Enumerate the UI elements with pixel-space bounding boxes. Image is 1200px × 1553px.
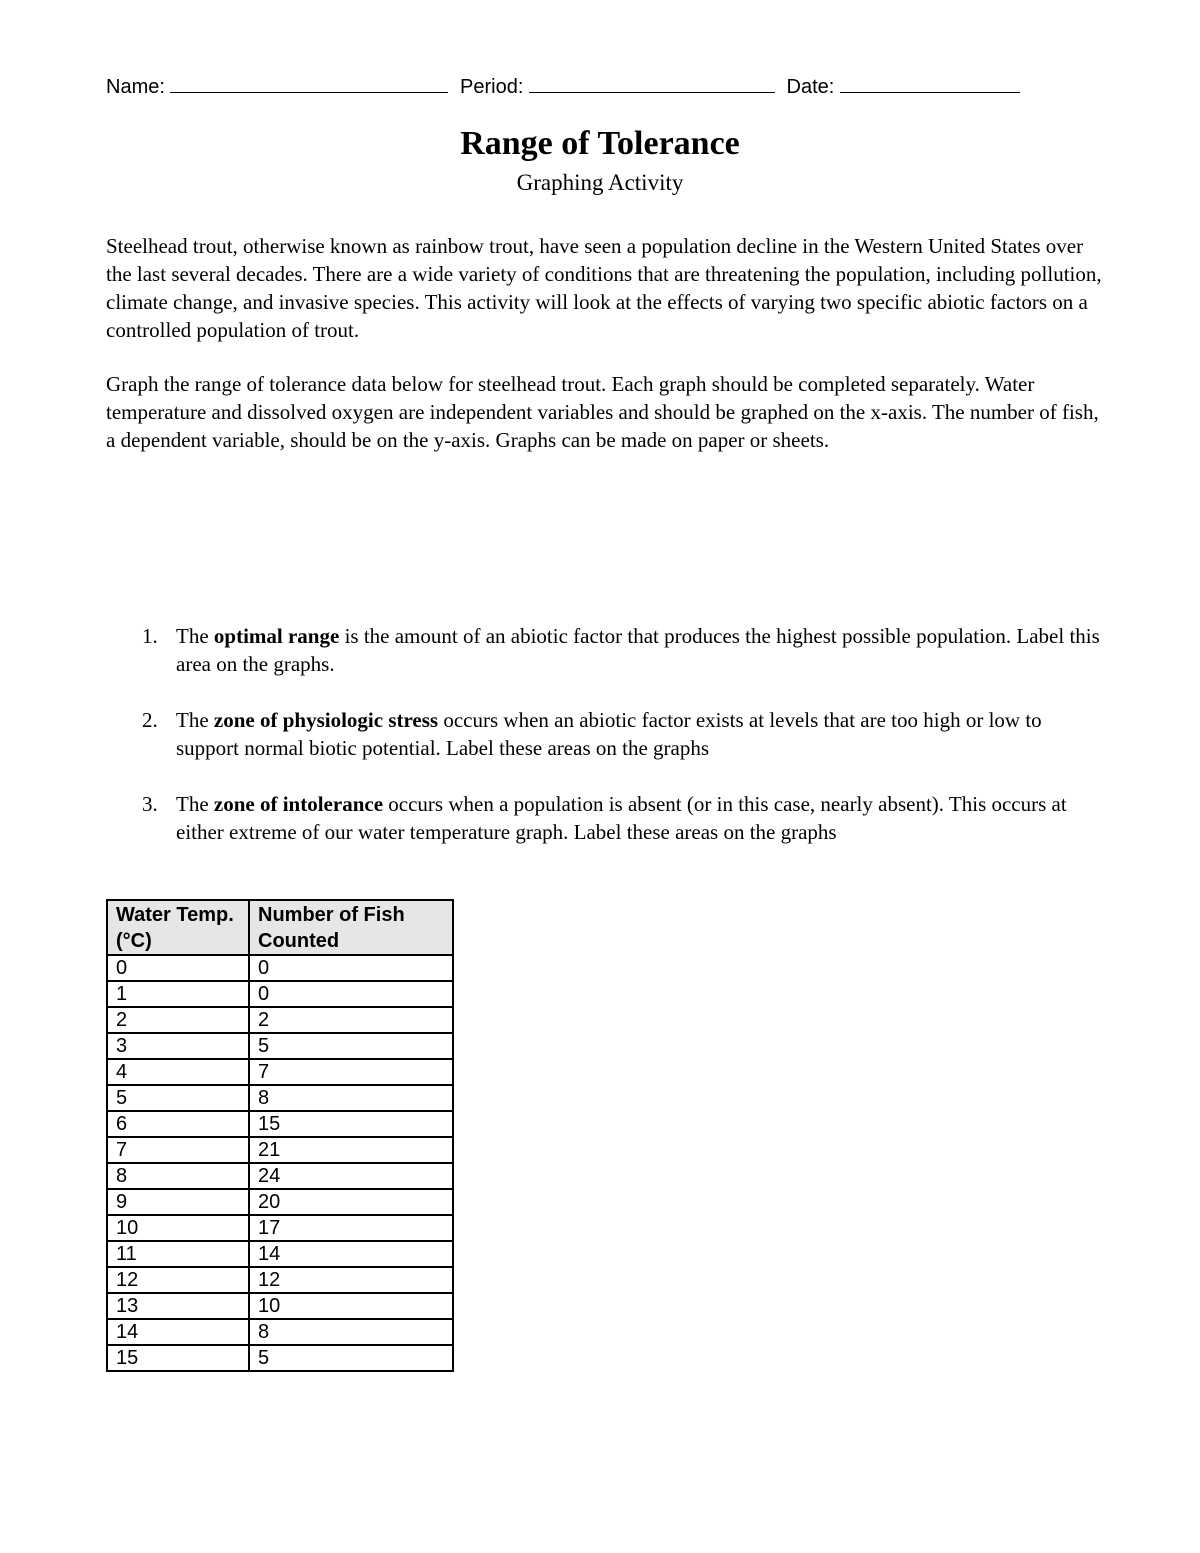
cell-fish-count: 15	[249, 1111, 453, 1137]
cell-fish-count: 8	[249, 1319, 453, 1345]
cell-water-temp: 3	[107, 1033, 249, 1059]
period-label: Period:	[460, 76, 524, 98]
date-label: Date:	[786, 76, 835, 98]
table-row	[107, 981, 453, 1007]
list-item	[106, 622, 1106, 678]
cell-fish-count: 24	[249, 1163, 453, 1189]
question-text: occurs when a population is absent (or in this case, nearly absent). This occurs at either extreme of our water temperature graph. Label these areas on the graphs	[176, 792, 1067, 844]
cell-water-temp: 12	[107, 1267, 249, 1293]
cell-water-temp: 5	[107, 1085, 249, 1111]
cell-fish-count: 20	[249, 1189, 453, 1215]
table-row	[107, 1033, 453, 1059]
cell-water-temp: 13	[107, 1293, 249, 1319]
table-row	[107, 1293, 453, 1319]
date-field[interactable]	[840, 72, 1020, 93]
table-row	[107, 1189, 453, 1215]
cell-fish-count: 21	[249, 1137, 453, 1163]
question-term: zone of physiologic stress	[213, 708, 439, 732]
question-term: optimal range	[213, 624, 340, 648]
question-text: The	[176, 708, 214, 732]
cell-water-temp: 7	[107, 1137, 249, 1163]
table-row	[107, 1345, 453, 1371]
cell-fish-count: 10	[249, 1293, 453, 1319]
page-title: Range of Tolerance	[460, 125, 740, 162]
list-item	[106, 790, 1106, 846]
question-text: The	[176, 624, 214, 648]
water-temp-data-table	[106, 899, 454, 1372]
question-number: 2.	[142, 708, 158, 732]
question-text: occurs when an abiotic factor exists at levels that are too high or low to support normal biotic potential. Label these areas on the graphs	[176, 708, 1042, 760]
table-row	[107, 1241, 453, 1267]
cell-fish-count: 12	[249, 1267, 453, 1293]
table-body	[107, 955, 453, 1371]
question-number: 3.	[142, 792, 158, 816]
cell-water-temp: 9	[107, 1189, 249, 1215]
table-header-row	[107, 900, 453, 955]
cell-fish-count: 5	[249, 1345, 453, 1371]
header-water-temp: Water Temp. (°C)	[107, 900, 249, 955]
cell-water-temp: 2	[107, 1007, 249, 1033]
cell-water-temp: 14	[107, 1319, 249, 1345]
cell-fish-count: 5	[249, 1033, 453, 1059]
table-row	[107, 1111, 453, 1137]
header-fish-count: Number of Fish Counted	[249, 900, 453, 955]
table-row	[107, 1007, 453, 1033]
instructions-paragraph: Graph the range of tolerance data below for steelhead trout. Each graph should be completed separately. Water temperature and dissolved oxygen are independent variables and should be graphed on the x-axis. The number of fish, a dependent variable, should be on the y-axis. Graphs can be made on paper or sheets.	[106, 372, 1099, 452]
cell-fish-count: 2	[249, 1007, 453, 1033]
cell-water-temp: 6	[107, 1111, 249, 1137]
question-text: The	[176, 792, 214, 816]
cell-fish-count: 14	[249, 1241, 453, 1267]
table-row	[107, 1319, 453, 1345]
table-row	[107, 1137, 453, 1163]
cell-water-temp: 0	[107, 955, 249, 981]
cell-water-temp: 8	[107, 1163, 249, 1189]
cell-fish-count: 7	[249, 1059, 453, 1085]
table-row	[107, 1163, 453, 1189]
cell-water-temp: 1	[107, 981, 249, 1007]
student-info-line	[106, 72, 1026, 101]
cell-fish-count: 17	[249, 1215, 453, 1241]
table-row	[107, 1267, 453, 1293]
cell-water-temp: 11	[107, 1241, 249, 1267]
question-list	[106, 622, 1106, 874]
cell-fish-count: 0	[249, 981, 453, 1007]
list-item	[106, 706, 1106, 762]
name-field[interactable]	[170, 72, 448, 93]
table-row	[107, 1059, 453, 1085]
cell-fish-count: 8	[249, 1085, 453, 1111]
cell-water-temp: 10	[107, 1215, 249, 1241]
cell-water-temp: 4	[107, 1059, 249, 1085]
intro-paragraph: Steelhead trout, otherwise known as rainbow trout, have seen a population decline in the Western United States over the last several decades. There are a wide variety of conditions that are threatening the population, including pollution, climate change, and invasive species. This activity will look at the effects of varying two specific abiotic factors on a controlled population of trout.	[106, 234, 1102, 342]
question-term: zone of intolerance	[213, 792, 384, 816]
cell-fish-count: 0	[249, 955, 453, 981]
question-text: is the amount of an abiotic factor that produces the highest possible population. Label this area on the graphs.	[176, 624, 1100, 676]
table-row	[107, 1215, 453, 1241]
question-number: 1.	[142, 624, 158, 648]
table-row	[107, 955, 453, 981]
cell-water-temp: 15	[107, 1345, 249, 1371]
name-label: Name:	[106, 76, 165, 98]
table-row	[107, 1085, 453, 1111]
period-field[interactable]	[529, 72, 775, 93]
page-subtitle: Graphing Activity	[516, 170, 684, 195]
